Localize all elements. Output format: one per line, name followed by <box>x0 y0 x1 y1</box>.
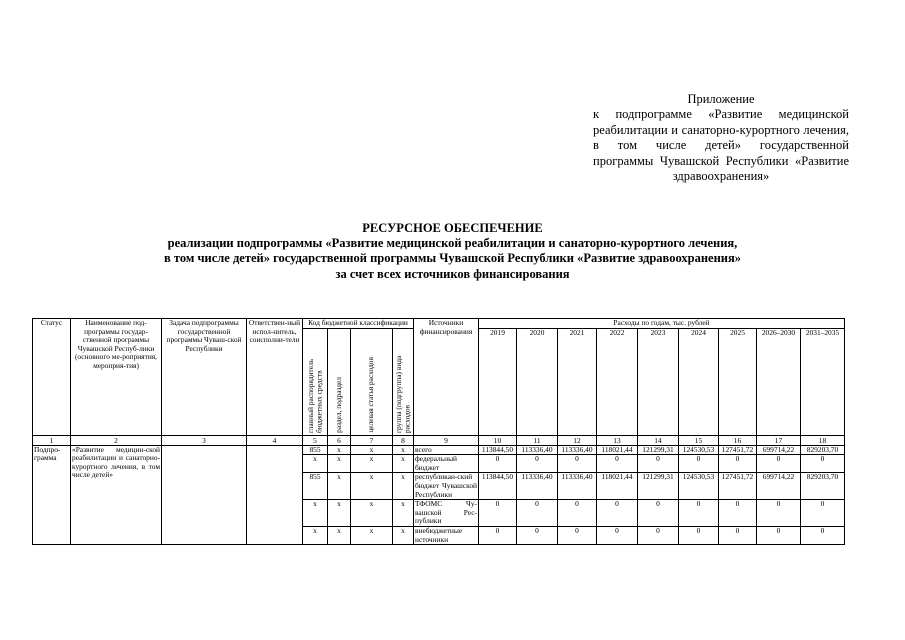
code-cell: х <box>328 500 351 527</box>
column-number: 12 <box>558 435 597 445</box>
task-cell <box>162 445 247 545</box>
value-cell: 0 <box>479 526 517 544</box>
column-number: 6 <box>328 435 351 445</box>
code-cell: х <box>393 445 414 455</box>
value-cell: 124530,53 <box>679 445 719 455</box>
value-cell: 0 <box>597 455 638 473</box>
column-number: 9 <box>414 435 479 445</box>
value-cell: 699714,22 <box>757 473 801 500</box>
header-year: 2031–2035 <box>801 328 845 435</box>
column-number: 3 <box>162 435 247 445</box>
value-cell: 699714,22 <box>757 445 801 455</box>
value-cell: 127451,72 <box>719 445 757 455</box>
header-year: 2022 <box>597 328 638 435</box>
header-code-grbs: главный распорядитель бюджетных средств <box>303 328 328 435</box>
document-title <box>60 221 845 282</box>
value-cell: 127451,72 <box>719 473 757 500</box>
value-cell: 0 <box>558 500 597 527</box>
header-year: 2024 <box>679 328 719 435</box>
header-year: 2020 <box>517 328 558 435</box>
code-cell: х <box>351 526 393 544</box>
header-budget-code: Код бюджетной классификации <box>303 319 414 329</box>
header-year: 2026–2030 <box>757 328 801 435</box>
responsible-cell <box>247 445 303 545</box>
header-name: Наименование под-программы государ-ственной программы Чувашской Респуб-лики (основного ме-роприятия, мероприя-тия) <box>71 319 162 436</box>
value-cell: 0 <box>757 526 801 544</box>
header-year: 2025 <box>719 328 757 435</box>
title-line-4: за счет всех источников финансирования <box>335 266 570 281</box>
value-cell: 0 <box>479 500 517 527</box>
column-number: 18 <box>801 435 845 445</box>
header-year: 2019 <box>479 328 517 435</box>
column-number: 8 <box>393 435 414 445</box>
source-cell: ТФОМС Чу-вашской Рес-публики <box>415 499 477 526</box>
source-cell: федеральный бюджет <box>414 455 479 473</box>
value-cell: 829203,70 <box>801 445 845 455</box>
code-cell: х <box>351 455 393 473</box>
value-cell: 0 <box>517 526 558 544</box>
subprogram-name-cell: «Развитие медицин-ской реабилитации и санаторно-курортного лечения, в том числе детей» <box>71 445 162 545</box>
code-cell: х <box>303 500 328 527</box>
header-sources: Источники финансирования <box>414 319 479 436</box>
source-cell: всего <box>414 445 479 455</box>
code-cell: х <box>303 455 328 473</box>
value-cell: 121299,31 <box>638 445 679 455</box>
value-cell: 113336,40 <box>558 445 597 455</box>
value-cell: 118021,44 <box>597 473 638 500</box>
value-cell: 113336,40 <box>517 445 558 455</box>
value-cell: 0 <box>757 500 801 527</box>
column-numbers-row <box>33 435 845 445</box>
title-line-2: реализации подпрограммы «Развитие медицинской реабилитации и санаторно-курортного лечения, <box>167 236 738 251</box>
column-number: 2 <box>71 435 162 445</box>
code-cell: х <box>393 526 414 544</box>
value-cell: 124530,53 <box>679 473 719 500</box>
code-cell: х <box>351 473 393 500</box>
header-row-1 <box>33 319 845 329</box>
column-number: 4 <box>247 435 303 445</box>
column-number: 11 <box>517 435 558 445</box>
code-cell: х <box>393 473 414 500</box>
resource-table <box>32 318 845 545</box>
value-cell: 113336,40 <box>558 473 597 500</box>
value-cell: 0 <box>719 526 757 544</box>
value-cell: 0 <box>801 526 845 544</box>
value-cell: 0 <box>479 455 517 473</box>
source-cell: внебюджетные источники <box>414 526 479 544</box>
header-year: 2023 <box>638 328 679 435</box>
code-cell: х <box>351 500 393 527</box>
code-cell: х <box>393 455 414 473</box>
value-cell: 0 <box>719 455 757 473</box>
column-number: 7 <box>351 435 393 445</box>
header-task: Задача подпрограммы государственной программы Чуваш-ской Республики <box>162 319 247 436</box>
value-cell: 0 <box>597 526 638 544</box>
value-cell: 0 <box>757 455 801 473</box>
column-number: 16 <box>719 435 757 445</box>
source-cell: республикан-ский бюджет Чувашской Республики <box>415 472 477 499</box>
header-responsible: Ответствен-ный испол-нитель, соисполни-тели <box>247 319 303 436</box>
code-cell: х <box>328 526 351 544</box>
value-cell: 0 <box>517 455 558 473</box>
value-cell: 0 <box>517 500 558 527</box>
value-cell: 0 <box>638 526 679 544</box>
column-number: 15 <box>679 435 719 445</box>
value-cell: 121299,31 <box>638 473 679 500</box>
header-year: 2021 <box>558 328 597 435</box>
header-code-group: группа (подгруппа) вида расходов <box>393 328 414 435</box>
value-cell: 0 <box>801 455 845 473</box>
appendix-text: к подпрограмме «Развитие медицинской реабилитации и санаторно-курортного лечения, в том числе детей» государственной программы Чувашской Республики «Развитие здравоохранения» <box>593 107 849 184</box>
value-cell: 0 <box>638 455 679 473</box>
value-cell: 118021,44 <box>597 445 638 455</box>
appendix-heading: Приложение <box>687 92 755 106</box>
value-cell: 113844,50 <box>479 445 517 455</box>
code-cell: х <box>328 473 351 500</box>
value-cell: 0 <box>597 500 638 527</box>
code-cell: х <box>303 526 328 544</box>
header-status: Статус <box>33 319 71 436</box>
value-cell: 0 <box>558 526 597 544</box>
column-number: 5 <box>303 435 328 445</box>
value-cell: 0 <box>679 455 719 473</box>
status-cell: Подпро-грамма <box>33 445 71 545</box>
code-cell: х <box>393 500 414 527</box>
table-row <box>33 445 845 455</box>
value-cell: 829203,70 <box>801 473 845 500</box>
header-code-target: целевая статья расходов <box>351 328 393 435</box>
column-number: 1 <box>33 435 71 445</box>
title-line-1: РЕСУРСНОЕ ОБЕСПЕЧЕНИЕ <box>362 221 543 235</box>
code-cell: 855 <box>303 445 328 455</box>
value-cell: 0 <box>638 500 679 527</box>
column-number: 10 <box>479 435 517 445</box>
title-line-3: в том числе детей» государственной программы Чувашской Республики «Развитие здравоохранения» <box>163 251 742 266</box>
code-cell: х <box>351 445 393 455</box>
column-number: 17 <box>757 435 801 445</box>
value-cell: 113336,40 <box>517 473 558 500</box>
header-code-section: раздел, подраздел <box>328 328 351 435</box>
column-number: 14 <box>638 435 679 445</box>
header-expenses: Расходы по годам, тыс. рублей <box>479 319 845 329</box>
code-cell: х <box>328 455 351 473</box>
value-cell: 0 <box>719 500 757 527</box>
value-cell: 113844,50 <box>479 473 517 500</box>
column-number: 13 <box>597 435 638 445</box>
code-cell: 855 <box>303 473 328 500</box>
value-cell: 0 <box>679 526 719 544</box>
value-cell: 0 <box>558 455 597 473</box>
appendix-block <box>593 92 849 184</box>
code-cell: х <box>328 445 351 455</box>
value-cell: 0 <box>801 500 845 527</box>
value-cell: 0 <box>679 500 719 527</box>
